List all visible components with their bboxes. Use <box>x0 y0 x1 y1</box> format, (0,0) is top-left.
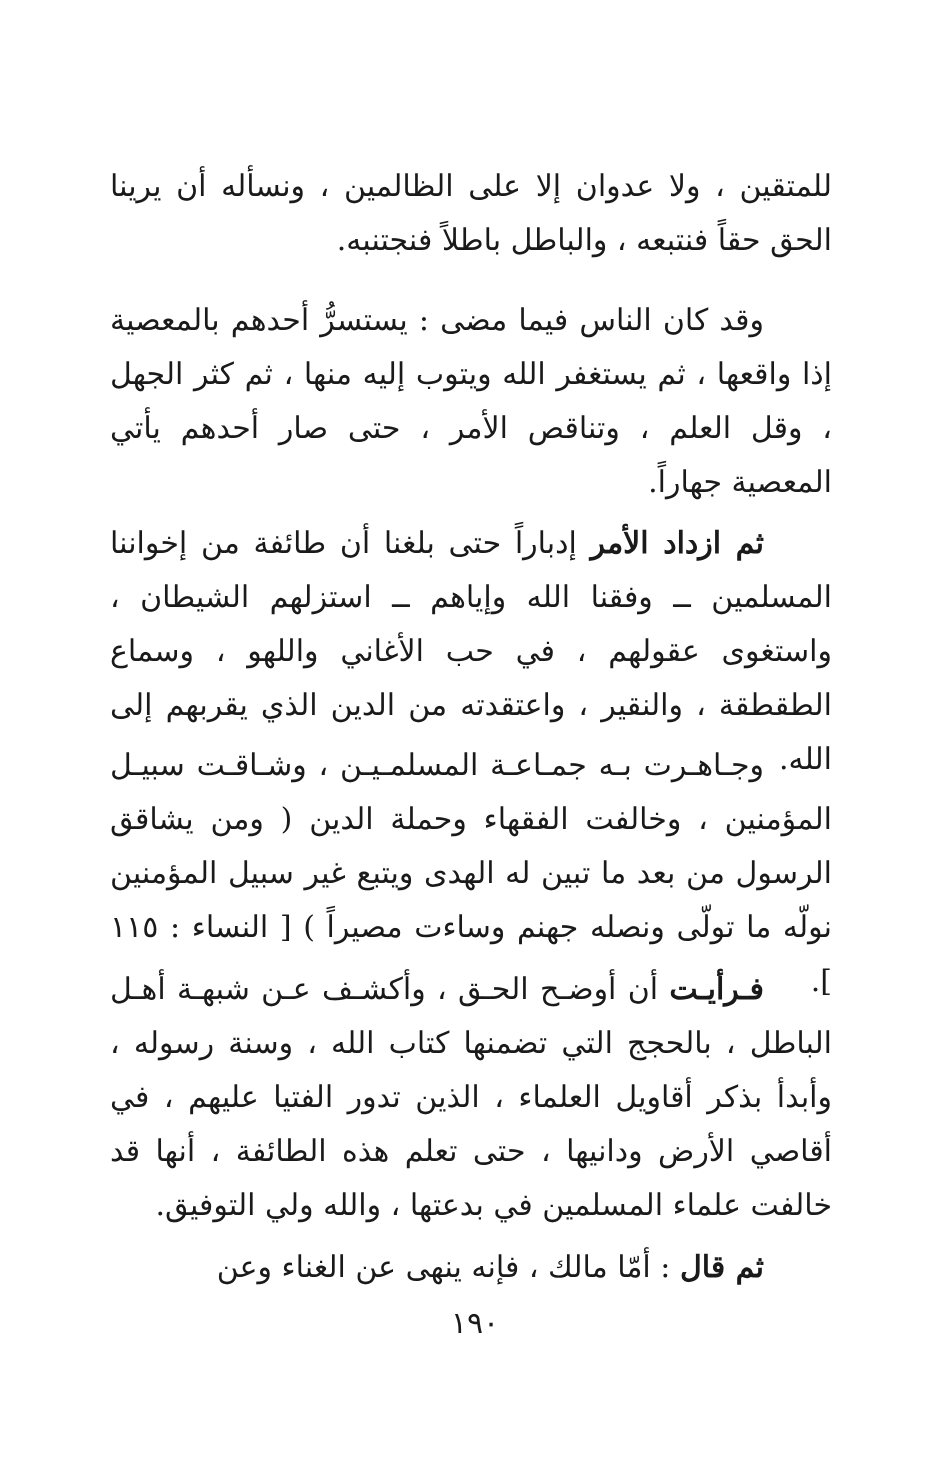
paragraph-5 <box>110 963 832 1233</box>
paragraph-5-lead: فـرأيـت <box>669 972 764 1007</box>
paragraph-6-lead: ثم قال <box>679 1250 764 1285</box>
paragraph-4-text: وجـاهـرت بـه جمـاعـة المسلمـيـن ، وشـاقـت سبيـل المؤمنين ، وخالفت الفقهاء وحملة الدين ( ومن يشاقق الرسول من بعد ما تبين له الهدى ويتبع غير سبيل المؤمنين نولّه ما تولّى ونصله جهنم وساءت مصيراً ) [ النساء : ١١٥ ]. <box>110 748 832 999</box>
paragraph-3-lead: ثم ازداد الأمر <box>590 526 764 561</box>
paragraph-5-text: أن أوضـح الحـق ، وأكشـف عـن شبهـة أهـل الباطل ، بالحجج التي تضمنها كتاب الله ، وسنة رسوله ، وأبدأ بذكر أقاويل العلماء ، الذين تدور الفتيا عليهم ، في أقاصي الأرض ودانيها ، حتى تعلم هذه الطائفة ، أنها قد خالفت علماء المسلمين في بدعتها ، والله ولي التوفيق. <box>110 972 832 1223</box>
paragraph-2-text: وقد كان الناس فيما مضى : يستسرُّ أحدهم بالمعصية إذا واقعها ، ثم يستغفر الله ويتوب إليه منها ، ثم كثر الجهل ، وقل العلم ، وتناقص الأمر ، حتى صار أحدهم يأتي المعصية جهاراً. <box>110 303 832 500</box>
paragraph-6-text: : أمّا مالك ، فإنه ينهى عن الغناء وعن <box>216 1250 680 1285</box>
paragraph-1 <box>110 160 832 268</box>
page-number: ١٩٠ <box>450 1306 500 1341</box>
paragraph-2 <box>110 294 832 510</box>
paragraph-1-text: للمتقين ، ولا عدوان إلا على الظالمين ، ونسأله أن يرينا الحق حقاً فنتبعه ، والباطل باطلاً فنجتنبه. <box>110 169 833 258</box>
paragraph-6 <box>110 1241 832 1295</box>
paragraph-3-text: إدباراً حتى بلغنا أن طائفة من إخواننا المسلمين ــ وفقنا الله وإياهم ــ استزلهم الشيطان ، واستغوى عقولهم ، في حب الأغاني واللهو ، وسماع الطقطقة ، والنقير ، واعتقدته من الدين الذي يقربهم إلى الله. <box>110 526 832 777</box>
